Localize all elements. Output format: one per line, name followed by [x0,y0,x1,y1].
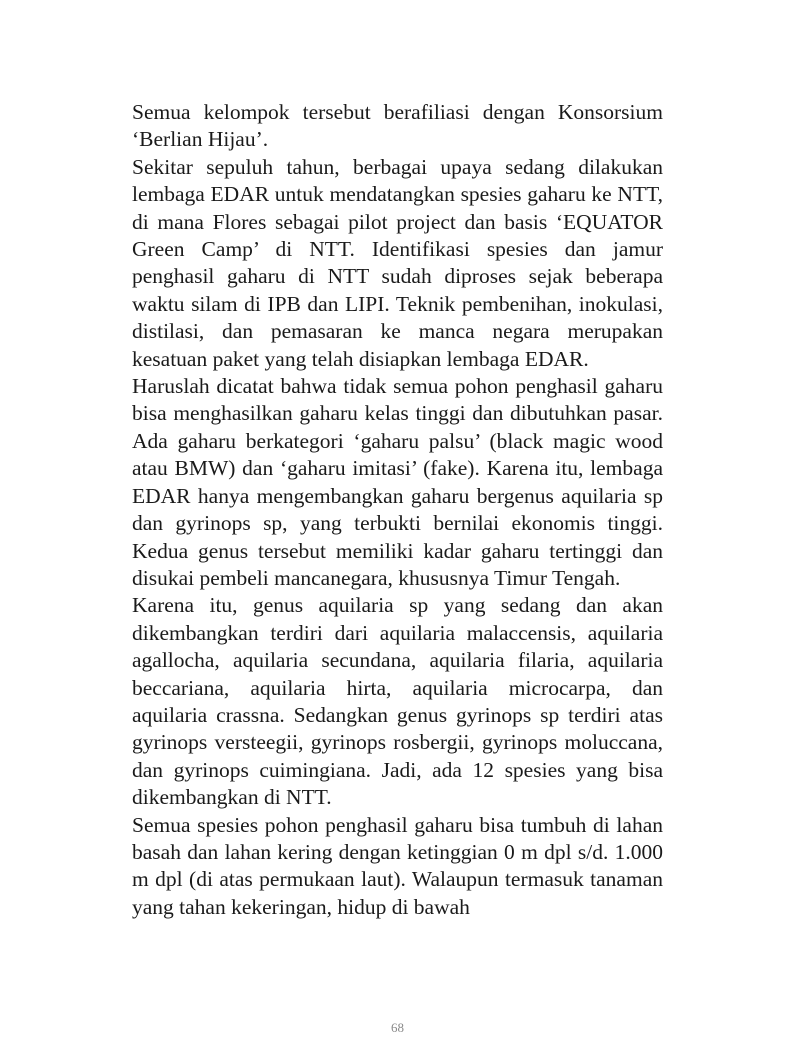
page-number: 68 [391,1020,404,1035]
body-text [132,99,663,921]
paragraph-edar-efforts: Sekitar sepuluh tahun, berbagai upaya sedang dilakukan lembaga EDAR untuk mendatangkan spesies gaharu ke NTT, di mana Flores sebagai pilot project dan basis ‘EQUATOR Green Camp’ di NTT. Identifikasi spesies dan jamur penghasil gaharu di NTT sudah diproses sejak beberapa waktu silam di IPB dan LIPI. Teknik pembenihan, inokulasi, distilasi, dan pemasaran ke manca negara merupakan kesatuan paket yang telah disiapkan lembaga EDAR. [132,154,663,371]
paragraph-gaharu-quality: Haruslah dicatat bahwa tidak semua pohon penghasil gaharu bisa menghasilkan gaharu kelas tinggi dan dibutuhkan pasar. Ada gaharu berkategori ‘gaharu palsu’ (black magic wood atau BMW) dan ‘gaharu imitasi’ (fake). Karena itu, lembaga EDAR hanya mengembangkan gaharu bergenus aquilaria sp dan gyrinops sp, yang terbukti bernilai ekonomis tinggi. Kedua genus tersebut memiliki kadar gaharu tertinggi dan disukai pembeli mancanegara, khususnya Timur Tengah. [132,374,663,590]
paragraph-species-list: Karena itu, genus aquilaria sp yang sedang dan akan dikembangkan terdiri dari aquilaria malaccensis, aquilaria agallocha, aquilaria secundana, aquilaria filaria, aquilaria beccariana, aquilaria hirta, aquilaria microcarpa, dan aquilaria crassna. Sedangkan genus gyrinops sp terdiri atas gyrinops versteegii, gyrinops rosbergii, gyrinops moluccana, dan gyrinops cuimingiana. Jadi, ada 12 spesies yang bisa dikembangkan di NTT. [132,593,663,810]
paragraph-berlian-hijau: Semua kelompok tersebut berafiliasi dengan Konsorsium ‘Berlian Hijau’. [132,100,663,152]
paragraph-growing-conditions: Semua spesies pohon penghasil gaharu bisa tumbuh di lahan basah dan lahan kering dengan ketinggian 0 m dpl s/d. 1.000 m dpl (di atas permukaan laut). Walaupun termasuk tanaman yang tahan kekeringan, hidup di bawah [132,812,663,919]
